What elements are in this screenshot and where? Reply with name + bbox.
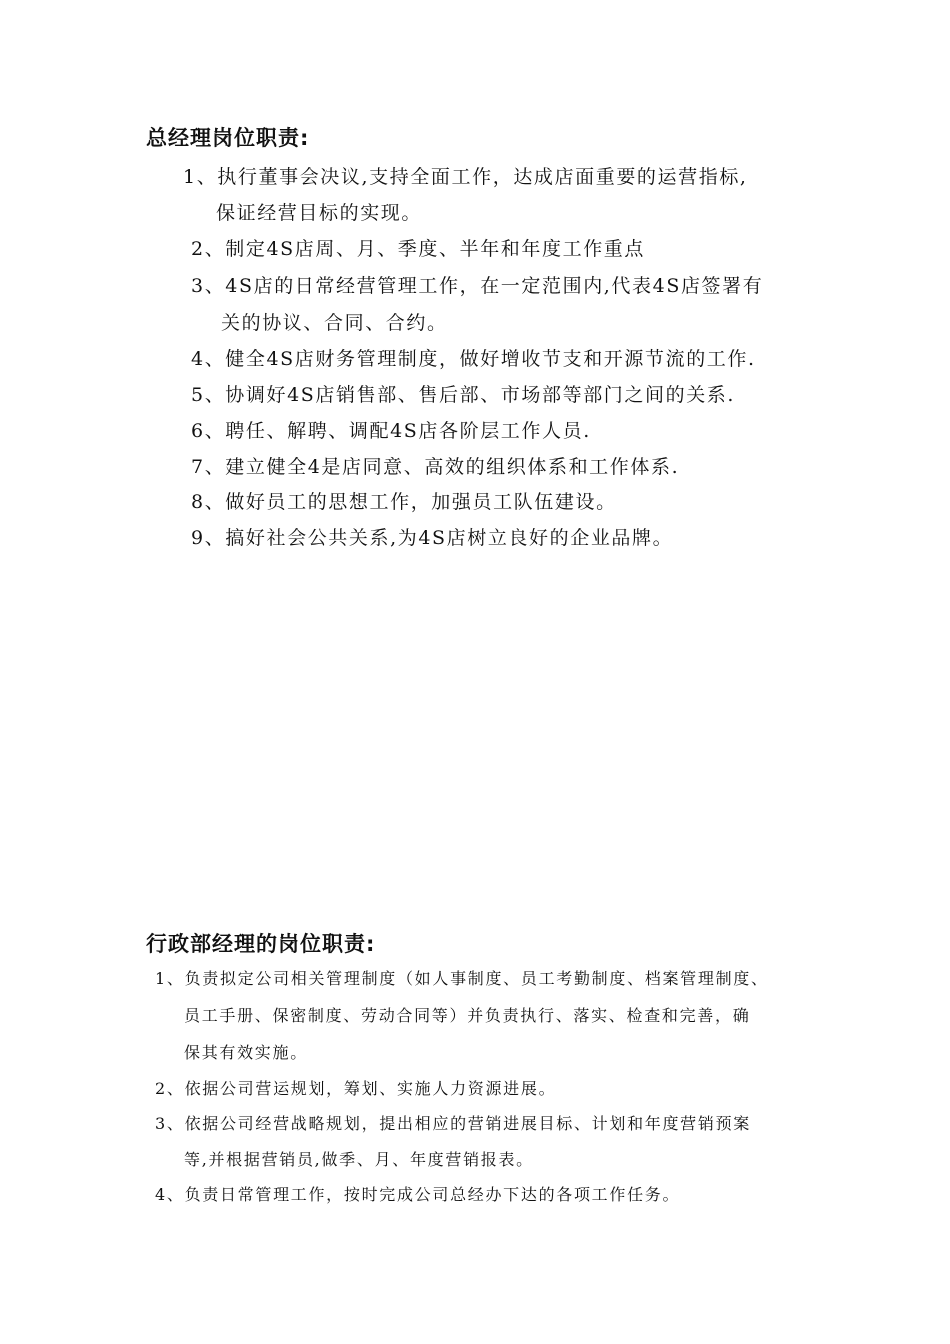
duty-line: 6、聘任、解聘、调配4S店各阶层工作人员. <box>191 420 591 442</box>
duty-line: 关的协议、合同、合约。 <box>221 312 448 334</box>
duty-line: 8、做好员工的思想工作，加强员工队伍建设。 <box>191 491 617 513</box>
duty-line: 2、制定4S店周、月、季度、半年和年度工作重点 <box>191 238 645 260</box>
duty-line: 3、依据公司经营战略规划，提出相应的营销进展目标、计划和年度营销预案 <box>155 1114 751 1133</box>
duty-line: 4、负责日常管理工作，按时完成公司总经办下达的各项工作任务。 <box>155 1185 681 1204</box>
section-title-admin-manager: 行政部经理的岗位职责: <box>146 932 376 956</box>
duty-line: 保证经营目标的实现。 <box>216 202 423 224</box>
duty-line: 9、搞好社会公共关系,为4S店树立良好的企业品牌。 <box>191 527 674 549</box>
duty-line: 1、执行董事会决议,支持全面工作，达成店面重要的运营指标, <box>183 166 748 188</box>
duty-line: 5、协调好4S店销售部、售后部、市场部等部门之间的关系. <box>191 384 736 406</box>
section-title-general-manager: 总经理岗位职责: <box>146 126 310 150</box>
duty-line: 2、依据公司营运规划，筹划、实施人力资源进展。 <box>155 1079 557 1098</box>
duty-line: 1、负责拟定公司相关管理制度（如人事制度、员工考勤制度、档案管理制度、 <box>155 969 769 988</box>
duty-line: 员工手册、保密制度、劳动合同等）并负责执行、落实、检查和完善，确 <box>184 1006 751 1025</box>
duty-line: 4、健全4S店财务管理制度，做好增收节支和开源节流的工作. <box>191 348 756 370</box>
duty-line: 等,并根据营销员,做季、月、年度营销报表。 <box>184 1150 534 1169</box>
duty-line: 3、4S店的日常经营管理工作，在一定范围内,代表4S店签署有 <box>191 275 764 297</box>
duty-line: 7、建立健全4是店同意、高效的组织体系和工作体系. <box>191 456 680 478</box>
duty-line: 保其有效实施。 <box>184 1043 308 1062</box>
